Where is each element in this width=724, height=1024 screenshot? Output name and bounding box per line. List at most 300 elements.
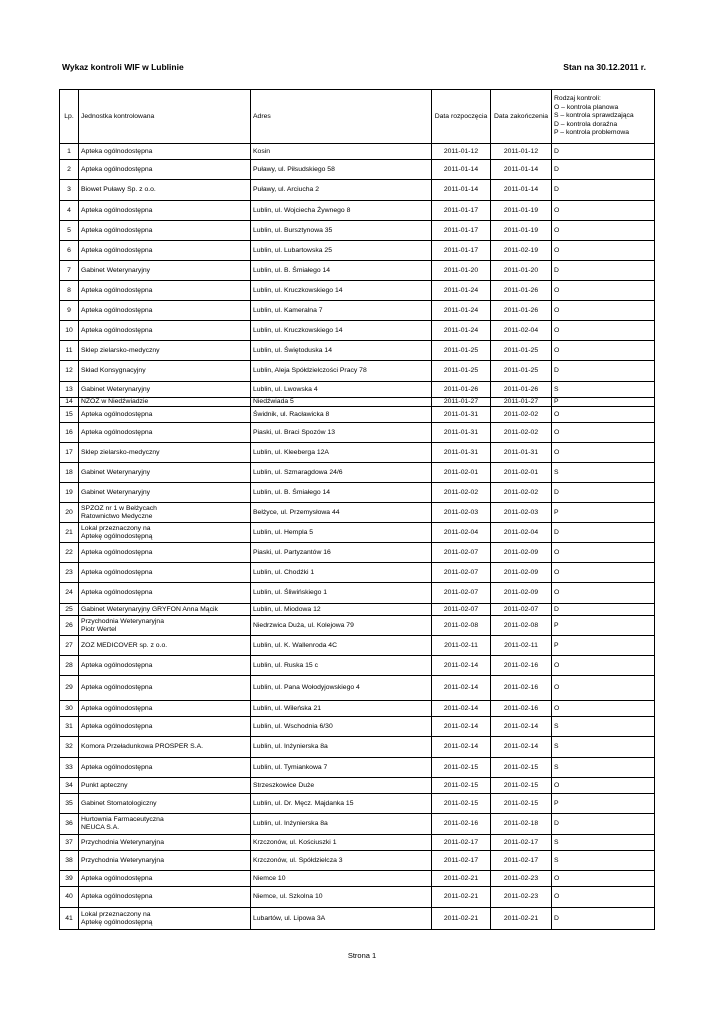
inspection-type: S — [552, 382, 655, 398]
unit-name: Komora Przeładunkowa PROSPER S.A. — [79, 737, 251, 758]
inspection-type: S — [552, 737, 655, 758]
address: Lublin, ul. Tymiankowa 7 — [251, 758, 432, 778]
address: Lublin, ul. Chodźki 1 — [251, 563, 432, 583]
address: Lublin, ul. Wschodnia 6/30 — [251, 717, 432, 737]
address: Puławy, ul. Piłsudskiego 58 — [251, 160, 432, 180]
unit-name: Punkt apteczny — [79, 778, 251, 794]
inspection-type: S — [552, 463, 655, 483]
address: Lublin, ul. Dr. Męcz. Majdanka 15 — [251, 794, 432, 814]
unit-name — [79, 503, 251, 523]
row-number: 38 — [60, 851, 79, 871]
inspection-type: O — [552, 563, 655, 583]
start-date: 2011-02-17 — [432, 835, 491, 851]
end-date: 2011-02-16 — [491, 701, 552, 717]
table-row — [60, 758, 655, 778]
table-row — [60, 241, 655, 261]
inspection-type: D — [552, 160, 655, 180]
table-row — [60, 180, 655, 201]
unit-name: Apteka ogólnodostępna — [79, 221, 251, 241]
inspection-type: D — [552, 604, 655, 616]
row-number: 39 — [60, 871, 79, 887]
end-date: 2011-02-16 — [491, 656, 552, 676]
start-date: 2011-01-17 — [432, 241, 491, 261]
start-date: 2011-01-31 — [432, 407, 491, 423]
table-row — [60, 523, 655, 543]
inspection-type: D — [552, 261, 655, 281]
table-row — [60, 543, 655, 563]
inspection-type: O — [552, 543, 655, 563]
inspection-type: P — [552, 503, 655, 523]
address: Lublin, ul. B. Śmiałego 14 — [251, 483, 432, 503]
unit-name: Apteka ogólnodostępna — [79, 301, 251, 321]
address: Świdnik, ul. Racławicka 8 — [251, 407, 432, 423]
row-number: 17 — [60, 443, 79, 463]
end-date: 2011-02-17 — [491, 835, 552, 851]
start-date: 2011-02-15 — [432, 758, 491, 778]
end-date: 2011-02-07 — [491, 604, 552, 616]
unit-name: Gabinet Stomatologiczny — [79, 794, 251, 814]
unit-name-line: Lokal przeznaczony na — [81, 524, 151, 532]
table-row — [60, 701, 655, 717]
address: Lublin, ul. Hempla 5 — [251, 523, 432, 543]
end-date: 2011-02-15 — [491, 794, 552, 814]
start-date: 2011-02-04 — [432, 523, 491, 543]
inspection-type: P — [552, 636, 655, 656]
row-number: 36 — [60, 814, 79, 835]
address: Lublin, ul. Lubartowska 25 — [251, 241, 432, 261]
unit-name: Apteka ogólnodostępna — [79, 281, 251, 301]
start-date: 2011-02-14 — [432, 701, 491, 717]
address: Lublin, ul. Wileńska 21 — [251, 701, 432, 717]
unit-name: Apteka ogólnodostępna — [79, 563, 251, 583]
inspection-type: O — [552, 676, 655, 701]
row-number: 28 — [60, 656, 79, 676]
inspection-type: S — [552, 835, 655, 851]
table-row — [60, 281, 655, 301]
inspection-type: D — [552, 908, 655, 930]
address: Lublin, ul. Inżynierska 8a — [251, 814, 432, 835]
end-date: 2011-02-14 — [491, 737, 552, 758]
inspections-table — [59, 89, 655, 930]
unit-name-line: Lokal przeznaczony na — [81, 910, 151, 918]
table-row — [60, 737, 655, 758]
unit-name: Apteka ogólnodostępna — [79, 656, 251, 676]
unit-name: Apteka ogólnodostępna — [79, 676, 251, 701]
address: Niedrzwica Duża, ul. Kolejowa 79 — [251, 616, 432, 636]
table-row — [60, 443, 655, 463]
address: Piaski, ul. Braci Spozów 13 — [251, 423, 432, 443]
unit-name: Gabinet Weterynaryjny GRYFON Anna Mącik — [79, 604, 251, 616]
row-number: 5 — [60, 221, 79, 241]
inspection-type: O — [552, 341, 655, 361]
unit-name: ZOZ MEDICOVER sp. z o.o. — [79, 636, 251, 656]
table-row — [60, 301, 655, 321]
inspection-type: S — [552, 758, 655, 778]
table-row — [60, 656, 655, 676]
start-date: 2011-02-11 — [432, 636, 491, 656]
address: Lublin, ul. Szmaragdowa 24/6 — [251, 463, 432, 483]
inspection-type: O — [552, 778, 655, 794]
inspection-type: O — [552, 407, 655, 423]
unit-name — [79, 616, 251, 636]
end-date: 2011-01-26 — [491, 301, 552, 321]
start-date: 2011-01-14 — [432, 180, 491, 201]
end-date: 2011-02-11 — [491, 636, 552, 656]
unit-name: Apteka ogólnodostępna — [79, 543, 251, 563]
end-date: 2011-01-19 — [491, 201, 552, 221]
row-number: 4 — [60, 201, 79, 221]
row-number: 21 — [60, 523, 79, 543]
unit-name: Apteka ogólnodostępna — [79, 407, 251, 423]
end-date: 2011-01-14 — [491, 160, 552, 180]
start-date: 2011-01-24 — [432, 301, 491, 321]
inspection-type: S — [552, 851, 655, 871]
table-row — [60, 676, 655, 701]
row-number: 41 — [60, 908, 79, 930]
unit-name: Sklep zielarsko-medyczny — [79, 443, 251, 463]
table-row — [60, 483, 655, 503]
unit-name: Sklep zielarsko-medyczny — [79, 341, 251, 361]
inspection-type: O — [552, 281, 655, 301]
end-date: 2011-02-16 — [491, 676, 552, 701]
table-row — [60, 463, 655, 483]
address: Bełżyce, ul. Przemysłowa 44 — [251, 503, 432, 523]
end-date: 2011-02-21 — [491, 908, 552, 930]
address: Niemce 10 — [251, 871, 432, 887]
row-number: 6 — [60, 241, 79, 261]
end-date: 2011-01-14 — [491, 180, 552, 201]
type-legend-line: Rodzaj kontroli: — [554, 95, 601, 103]
type-legend-line: D – kontrola doraźna — [554, 120, 618, 128]
type-legend-line: S – kontrola sprawdzająca — [554, 112, 634, 120]
row-number: 29 — [60, 676, 79, 701]
start-date: 2011-02-01 — [432, 463, 491, 483]
row-number: 24 — [60, 583, 79, 604]
row-number: 35 — [60, 794, 79, 814]
end-date: 2011-02-02 — [491, 483, 552, 503]
end-date: 2011-02-09 — [491, 563, 552, 583]
address: Lublin, ul. Bursztynowa 35 — [251, 221, 432, 241]
row-number: 10 — [60, 321, 79, 341]
end-date: 2011-01-31 — [491, 443, 552, 463]
row-number: 16 — [60, 423, 79, 443]
type-legend-line: O – kontrola planowa — [554, 103, 619, 111]
start-date: 2011-02-08 — [432, 616, 491, 636]
address: Lublin, ul. Kruczkowskiego 14 — [251, 321, 432, 341]
end-date: 2011-02-23 — [491, 887, 552, 908]
row-number: 31 — [60, 717, 79, 737]
unit-name: Biowet Puławy Sp. z o.o. — [79, 180, 251, 201]
column-header-lp: Lp. — [60, 90, 79, 144]
address: Lubartów, ul. Lipowa 3A — [251, 908, 432, 930]
address: Lublin, ul. Śliwińskiego 1 — [251, 583, 432, 604]
inspection-type: O — [552, 423, 655, 443]
column-header-type — [552, 90, 655, 144]
start-date: 2011-01-14 — [432, 160, 491, 180]
unit-name: Apteka ogólnodostępna — [79, 701, 251, 717]
end-date: 2011-01-26 — [491, 382, 552, 398]
table-row — [60, 835, 655, 851]
unit-name-line: Ratownictwo Medyczne — [81, 512, 153, 520]
unit-name: Apteka ogólnodostępna — [79, 423, 251, 443]
table-row — [60, 321, 655, 341]
inspection-type: O — [552, 321, 655, 341]
start-date: 2011-01-12 — [432, 144, 491, 160]
inspection-type: P — [552, 794, 655, 814]
inspection-type: D — [552, 814, 655, 835]
address: Lublin, ul. Miodowa 12 — [251, 604, 432, 616]
address: Lublin, ul. Świętoduska 14 — [251, 341, 432, 361]
address: Lublin, Aleja Spółdzielczości Pracy 78 — [251, 361, 432, 382]
unit-name-line: Aptekę ogólnodostępną — [81, 532, 153, 540]
table-body — [60, 144, 655, 930]
start-date: 2011-01-24 — [432, 281, 491, 301]
inspection-type: O — [552, 656, 655, 676]
unit-name: NZOZ w Niedźwiadzie — [79, 398, 251, 407]
table-row — [60, 583, 655, 604]
start-date: 2011-02-14 — [432, 717, 491, 737]
unit-name: Apteka ogólnodostępna — [79, 583, 251, 604]
end-date: 2011-01-19 — [491, 221, 552, 241]
table-row — [60, 144, 655, 160]
end-date: 2011-02-14 — [491, 717, 552, 737]
start-date: 2011-02-16 — [432, 814, 491, 835]
start-date: 2011-02-21 — [432, 871, 491, 887]
address: Strzeszkowice Duże — [251, 778, 432, 794]
inspection-type: O — [552, 201, 655, 221]
address: Puławy, ul. Arciucha 2 — [251, 180, 432, 201]
start-date: 2011-01-26 — [432, 382, 491, 398]
end-date: 2011-02-02 — [491, 407, 552, 423]
start-date: 2011-02-07 — [432, 604, 491, 616]
table-row — [60, 851, 655, 871]
unit-name-line: Hurtownia Farmaceutyczna — [81, 816, 164, 823]
unit-name: Przychodnia Weterynaryjna — [79, 851, 251, 871]
unit-name-line: SPZOZ nr 1 w Bełżycach — [81, 504, 157, 512]
address: Lublin, ul. B. Śmiałego 14 — [251, 261, 432, 281]
address: Kosin — [251, 144, 432, 160]
row-number: 26 — [60, 616, 79, 636]
column-header-start: Data rozpoczęcia — [432, 90, 491, 144]
start-date: 2011-02-21 — [432, 908, 491, 930]
address: Niemce, ul. Szkolna 10 — [251, 887, 432, 908]
end-date: 2011-01-25 — [491, 341, 552, 361]
inspection-type: S — [552, 717, 655, 737]
table-row — [60, 794, 655, 814]
end-date: 2011-01-27 — [491, 398, 552, 407]
table-row — [60, 717, 655, 737]
start-date: 2011-01-31 — [432, 423, 491, 443]
start-date: 2011-02-07 — [432, 563, 491, 583]
row-number: 20 — [60, 503, 79, 523]
inspection-type: O — [552, 241, 655, 261]
end-date: 2011-02-15 — [491, 758, 552, 778]
address: Lublin, ul. Wojciecha Żywnego 8 — [251, 201, 432, 221]
end-date: 2011-01-12 — [491, 144, 552, 160]
end-date: 2011-02-04 — [491, 321, 552, 341]
unit-name — [79, 814, 251, 835]
row-number: 32 — [60, 737, 79, 758]
table-row — [60, 563, 655, 583]
start-date: 2011-01-27 — [432, 398, 491, 407]
row-number: 9 — [60, 301, 79, 321]
row-number: 25 — [60, 604, 79, 616]
column-header-address: Adres — [251, 90, 432, 144]
start-date: 2011-01-25 — [432, 341, 491, 361]
table-row — [60, 398, 655, 407]
address: Lublin, ul. Pana Wołodyjowskiego 4 — [251, 676, 432, 701]
row-number: 37 — [60, 835, 79, 851]
address: Lublin, ul. Lwowska 4 — [251, 382, 432, 398]
row-number: 23 — [60, 563, 79, 583]
end-date: 2011-02-09 — [491, 543, 552, 563]
row-number: 15 — [60, 407, 79, 423]
table-header-row — [60, 90, 655, 144]
end-date: 2011-02-19 — [491, 241, 552, 261]
end-date: 2011-01-26 — [491, 281, 552, 301]
start-date: 2011-02-15 — [432, 794, 491, 814]
row-number: 19 — [60, 483, 79, 503]
address: Lublin, ul. Kameralna 7 — [251, 301, 432, 321]
table-row — [60, 160, 655, 180]
inspection-type: P — [552, 398, 655, 407]
table-row — [60, 361, 655, 382]
row-number: 18 — [60, 463, 79, 483]
unit-name — [79, 523, 251, 543]
inspection-type: D — [552, 361, 655, 382]
document-title: Wykaz kontroli WIF w Lublinie — [62, 62, 184, 72]
inspection-type: D — [552, 144, 655, 160]
start-date: 2011-01-25 — [432, 361, 491, 382]
status-date: Stan na 30.12.2011 r. — [563, 62, 646, 72]
inspection-type: O — [552, 583, 655, 604]
table-row — [60, 778, 655, 794]
type-legend-line: P – kontrola problemowa — [554, 129, 630, 137]
unit-name-line: Przychodnia Weterynaryjna — [81, 617, 164, 625]
start-date: 2011-01-31 — [432, 443, 491, 463]
start-date: 2011-02-21 — [432, 887, 491, 908]
start-date: 2011-02-07 — [432, 543, 491, 563]
table-row — [60, 503, 655, 523]
unit-name: Przychodnia Weterynaryjna — [79, 835, 251, 851]
inspection-type: P — [552, 616, 655, 636]
unit-name: Gabinet Weterynaryjny — [79, 261, 251, 281]
end-date: 2011-02-02 — [491, 423, 552, 443]
row-number: 22 — [60, 543, 79, 563]
table-row — [60, 604, 655, 616]
start-date: 2011-02-07 — [432, 583, 491, 604]
row-number: 27 — [60, 636, 79, 656]
end-date: 2011-02-23 — [491, 871, 552, 887]
table-row — [60, 616, 655, 636]
unit-name: Apteka ogólnodostępna — [79, 758, 251, 778]
table-row — [60, 814, 655, 835]
row-number: 13 — [60, 382, 79, 398]
end-date: 2011-02-01 — [491, 463, 552, 483]
end-date: 2011-02-03 — [491, 503, 552, 523]
inspection-type: O — [552, 701, 655, 717]
row-number: 14 — [60, 398, 79, 407]
page-number: Strona 1 — [347, 951, 377, 960]
address: Lublin, ul. K. Wallenroda 4C — [251, 636, 432, 656]
inspection-type: O — [552, 887, 655, 908]
start-date: 2011-01-20 — [432, 261, 491, 281]
unit-name: Apteka ogólnodostępna — [79, 717, 251, 737]
row-number: 2 — [60, 160, 79, 180]
end-date: 2011-02-08 — [491, 616, 552, 636]
start-date: 2011-01-24 — [432, 321, 491, 341]
inspection-type: O — [552, 301, 655, 321]
start-date: 2011-02-14 — [432, 737, 491, 758]
row-number: 40 — [60, 887, 79, 908]
start-date: 2011-02-03 — [432, 503, 491, 523]
table-row — [60, 221, 655, 241]
row-number: 7 — [60, 261, 79, 281]
table-row — [60, 201, 655, 221]
table-row — [60, 636, 655, 656]
address: Lublin, ul. Kleeberga 12A — [251, 443, 432, 463]
inspection-type: D — [552, 483, 655, 503]
row-number: 33 — [60, 758, 79, 778]
row-number: 11 — [60, 341, 79, 361]
table-row — [60, 423, 655, 443]
row-number: 12 — [60, 361, 79, 382]
unit-name-line: Aptekę ogólnodostępną — [81, 918, 153, 926]
unit-name: Gabinet Weterynaryjny — [79, 382, 251, 398]
inspection-type: D — [552, 523, 655, 543]
end-date: 2011-02-18 — [491, 814, 552, 835]
unit-name: Apteka ogólnodostępna — [79, 871, 251, 887]
end-date: 2011-02-09 — [491, 583, 552, 604]
unit-name: Apteka ogólnodostępna — [79, 321, 251, 341]
unit-name: Apteka ogólnodostępna — [79, 887, 251, 908]
address: Lublin, ul. Ruska 15 c — [251, 656, 432, 676]
unit-name — [79, 908, 251, 930]
row-number: 30 — [60, 701, 79, 717]
row-number: 8 — [60, 281, 79, 301]
start-date: 2011-02-02 — [432, 483, 491, 503]
end-date: 2011-02-15 — [491, 778, 552, 794]
unit-name-line: Piotr Wertel — [81, 625, 117, 633]
unit-name: Gabinet Weterynaryjny — [79, 463, 251, 483]
unit-name: Apteka ogólnodostępna — [79, 241, 251, 261]
unit-name: Apteka ogólnodostępna — [79, 144, 251, 160]
start-date: 2011-01-17 — [432, 221, 491, 241]
table-row — [60, 407, 655, 423]
column-header-unit: Jednostka kontrolowana — [79, 90, 251, 144]
table-row — [60, 382, 655, 398]
column-header-end: Data zakończenia — [491, 90, 552, 144]
address: Lublin, ul. Kruczkowskiego 14 — [251, 281, 432, 301]
table-row — [60, 341, 655, 361]
table-row — [60, 261, 655, 281]
row-number: 3 — [60, 180, 79, 201]
address: Krzczonów, ul. Kościuszki 1 — [251, 835, 432, 851]
inspection-type: O — [552, 443, 655, 463]
start-date: 2011-02-17 — [432, 851, 491, 871]
inspection-type: O — [552, 221, 655, 241]
unit-name: Gabinet Weterynaryjny — [79, 483, 251, 503]
unit-name: Apteka ogólnodostępna — [79, 160, 251, 180]
start-date: 2011-01-17 — [432, 201, 491, 221]
address: Niedźwiada 5 — [251, 398, 432, 407]
unit-name: Apteka ogólnodostępna — [79, 201, 251, 221]
row-number: 1 — [60, 144, 79, 160]
table-row — [60, 887, 655, 908]
start-date: 2011-02-14 — [432, 676, 491, 701]
address: Piaski, ul. Partyzantów 16 — [251, 543, 432, 563]
table-row — [60, 908, 655, 930]
